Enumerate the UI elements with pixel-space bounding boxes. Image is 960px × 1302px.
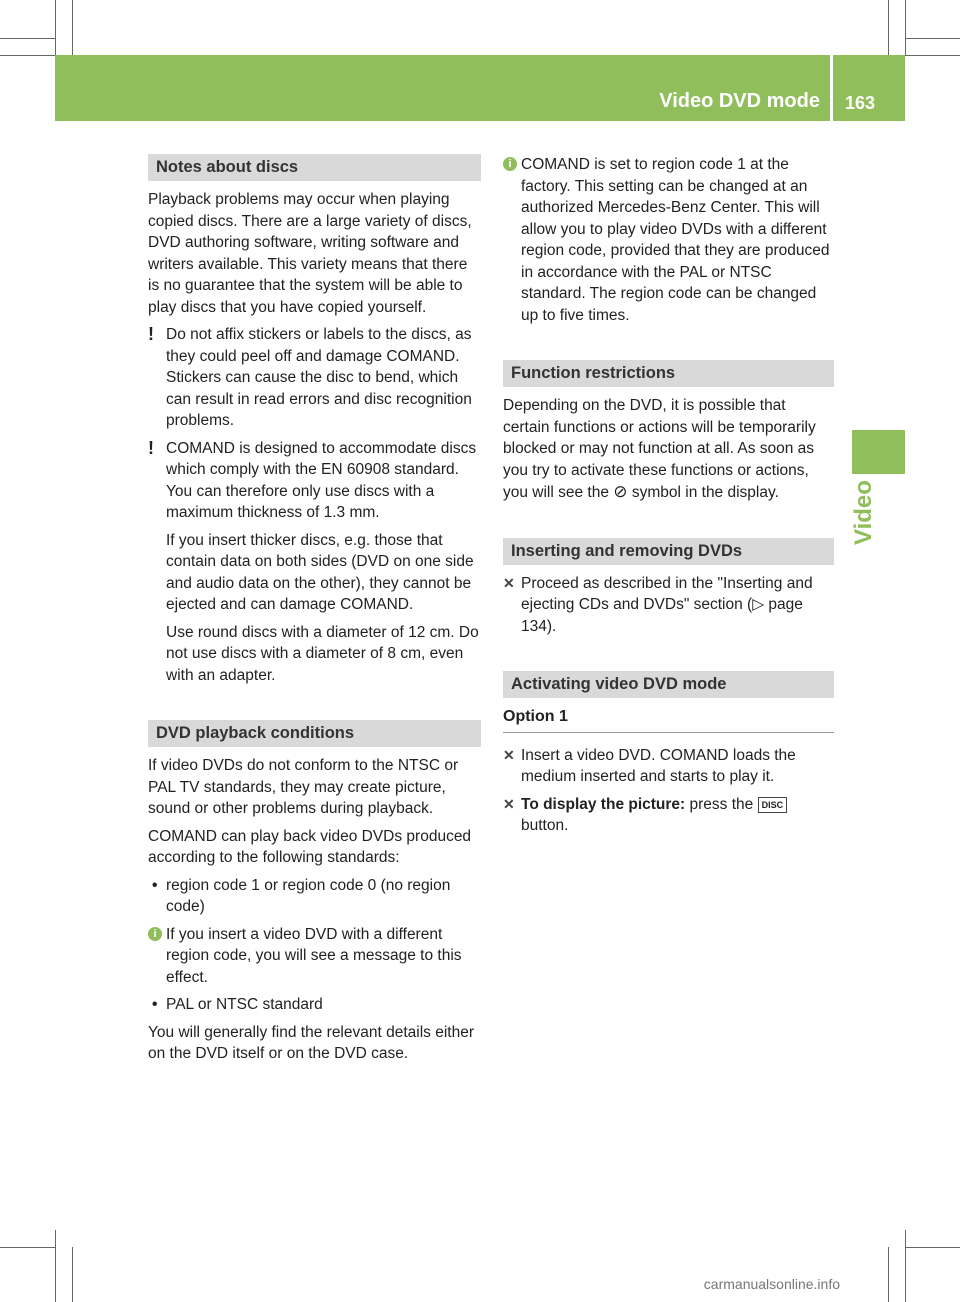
paragraph: If video DVDs do not conform to the NTSC or PAL TV standards, they may create picture, sound or other problems during playback.: [148, 757, 459, 817]
function-text: Depending on the DVD, it is possible that certain functions or actions will be temporarily blocked or may not function at all. As soon as you try to activate these functions or actions, you will see the: [503, 397, 816, 501]
step-item: [503, 745, 834, 788]
bullet-text: PAL or NTSC standard: [166, 996, 323, 1013]
step-bold: To display the picture:: [521, 795, 686, 813]
info-icon: i: [503, 157, 517, 171]
bullet-icon: •: [152, 996, 158, 1013]
header-separator: [830, 55, 833, 121]
footer-watermark: carmanualsonline.info: [703, 1276, 840, 1292]
crop-mark: [55, 1230, 56, 1302]
crop-mark: [0, 1247, 55, 1248]
section-title-inserting: Inserting and removing DVDs: [503, 538, 834, 565]
crop-mark: [72, 0, 73, 55]
arrow-icon: ✕: [503, 795, 515, 812]
page-number: 163: [845, 93, 876, 113]
notes-intro: Playback problems may occur when playing copied discs. There are a large variety of discs, DVD authoring software, writing software and writers available. This variety means that there is no guarantee that the system will be able to play discs that you have copied yourself.: [148, 191, 472, 316]
function-text-end: symbol in the display.: [631, 484, 779, 501]
bullet-item: [148, 875, 481, 918]
warning-text: If you insert thicker discs, e.g. those that contain data on both sides (DVD on one side and audio data on the other), they cannot be ejected and can damage COMAND.: [166, 531, 474, 613]
step-item: [503, 794, 834, 837]
crop-mark: [0, 55, 55, 56]
info-note: [148, 924, 481, 989]
arrow-icon: ✕: [503, 746, 515, 763]
paragraph: COMAND can play back video DVDs produced according to the following standards:: [148, 827, 472, 866]
right-column: [503, 154, 834, 843]
paragraph: You will generally find the relevant details either on the DVD itself or on the DVD case.: [148, 1023, 474, 1062]
crop-mark: [0, 38, 55, 39]
disc-button-icon: DISC: [758, 797, 788, 813]
section-title-notes: Notes about discs: [148, 154, 481, 181]
side-tab: [852, 430, 905, 474]
step-item: [503, 573, 834, 638]
info-text: If you insert a video DVD with a different region code, you will see a message to this effect.: [166, 925, 462, 986]
bullet-icon: •: [152, 876, 158, 894]
step-text: press the: [689, 795, 754, 813]
header-title: Video DVD mode: [659, 90, 820, 112]
step-text-end: button.: [521, 817, 569, 834]
warning-text: Use round discs with a diameter of 12 cm. Do not use discs with a diameter of 8 cm, even with an adapter.: [166, 623, 479, 684]
crop-mark: [888, 0, 889, 55]
warning-note: [148, 438, 481, 687]
arrow-icon: ✕: [503, 574, 515, 591]
bullet-item: [148, 994, 481, 1016]
info-text: COMAND is set to region code 1 at the factory. This setting can be changed at an authorized Mercedes-Benz Center. This will allow you to play video DVDs with a different region code, provided that they are produced in accordance with the PAL or NTSC standard. The region code can be changed up to five times.: [521, 156, 830, 324]
warning-text: COMAND is designed to accommodate discs which comply with the EN 60908 standard. You can therefore only use discs with a maximum thickness of 1.3 mm.: [166, 439, 477, 521]
prohibited-icon: ⊘: [613, 482, 628, 501]
info-note: [503, 154, 834, 326]
crop-mark: [905, 0, 906, 55]
crop-mark: [905, 1247, 960, 1248]
warning-icon: !: [148, 437, 154, 458]
crop-mark: [55, 0, 56, 55]
paragraph: [503, 395, 834, 504]
crop-mark: [905, 55, 960, 56]
info-icon: i: [148, 927, 162, 941]
warning-icon: !: [148, 324, 154, 344]
section-title-function-restrictions: Function restrictions: [503, 360, 834, 387]
crop-mark: [905, 1230, 906, 1302]
warning-note: [148, 324, 481, 432]
warning-text: Do not affix stickers or labels to the discs, as they could peel off and damage COMAND. Stickers can cause the disc to bend, which can result in read errors and disc recognition problems.: [166, 326, 472, 429]
step-text: Proceed as described in the "Inserting and ejecting CDs and DVDs" section (▷ page 134).: [521, 574, 813, 635]
bullet-text: region code 1 or region code 0 (no region code): [166, 876, 451, 915]
left-column: [148, 154, 481, 1071]
crop-mark: [888, 1247, 889, 1302]
crop-mark: [72, 1247, 73, 1302]
section-title-playback: DVD playback conditions: [148, 720, 481, 747]
option-heading: Option 1: [503, 706, 834, 733]
section-title-activating: Activating video DVD mode: [503, 671, 834, 698]
side-tab-label: Video: [850, 480, 877, 545]
step-text: Insert a video DVD. COMAND loads the medium inserted and starts to play it.: [521, 746, 796, 785]
crop-mark: [905, 38, 960, 39]
